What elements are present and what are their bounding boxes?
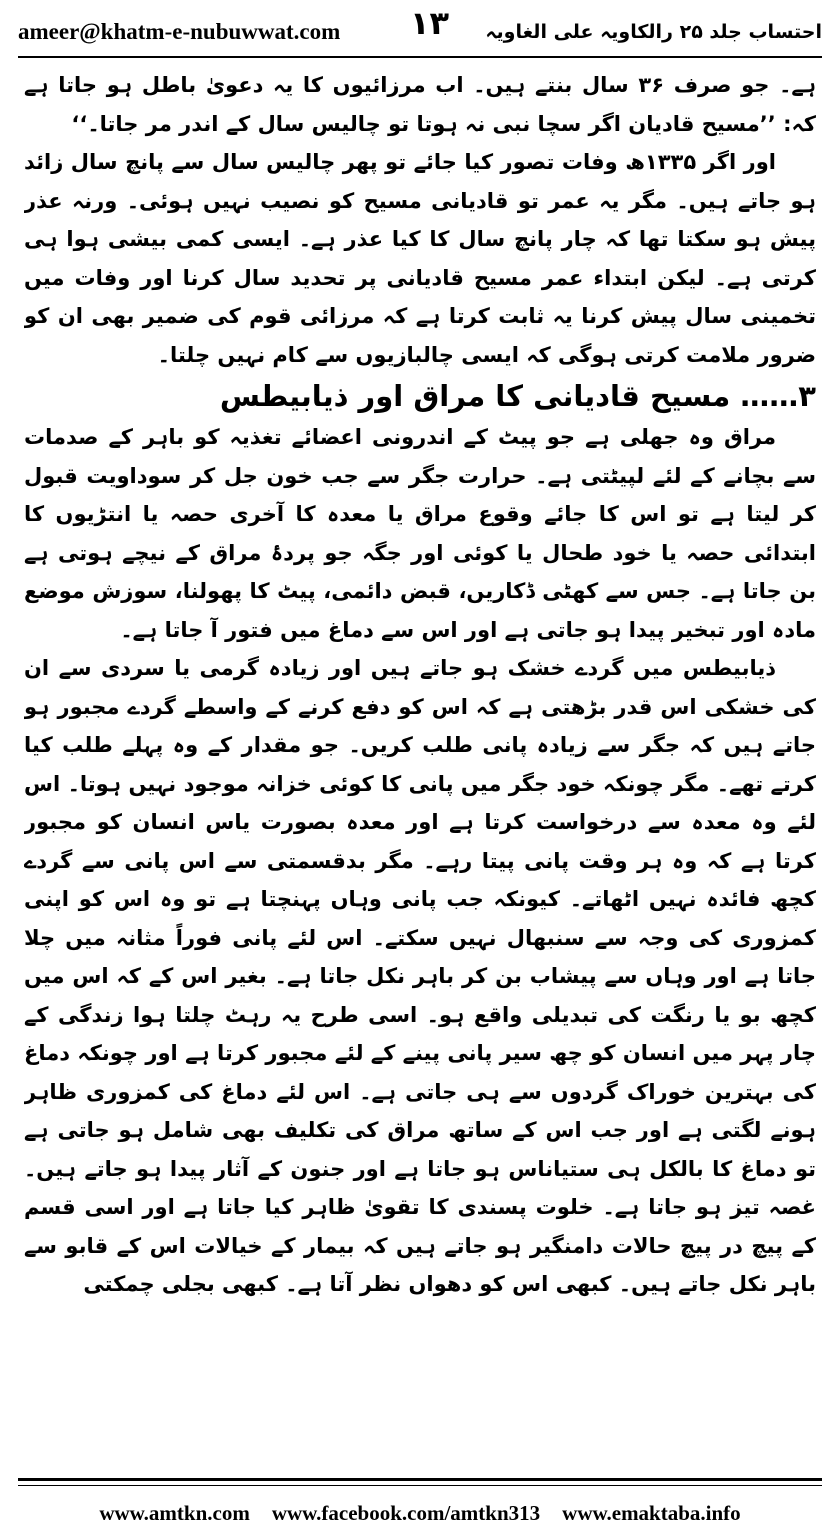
paragraph-1: ہے۔ جو صرف ۳۶ سال بنتے ہیں۔ اب مرزائیوں کا یہ دعویٰ باطل ہو جاتا ہے کہ: ’’مسیح قادیان اگر سچا نبی نہ ہوتا تو چالیس سال کے اندر مر جاتا۔‘‘ bbox=[24, 73, 816, 136]
header-rule bbox=[18, 56, 822, 58]
paragraph-4: ذیابیطس میں گردے خشک ہو جاتے ہیں اور زیادہ گرمی یا سردی سے ان کی خشکی اس قدر بڑھتی ہے کہ اس کو دفع کرنے کے واسطے گردے مجبور ہو جاتے ہیں کہ جگر سے زیادہ پانی طلب کریں۔ جو مقدار کے وہ پہلے طلب کیا کرتے تھے۔ مگر چونکہ خود جگر میں پانی کا کوئی خزانہ موجود نہیں ہوتا۔ اس لئے وہ معدہ سے درخواست کرتا ہے اور معدہ بصورت یاس انسان کو مجبور کرتا ہے کہ وہ ہر وقت پانی پیتا رہے۔ مگر بدقسمتی سے اس پانی سے گردے کچھ فائدہ نہیں اٹھاتے۔ کیونکہ جب پانی وہاں پہنچتا ہے تو وہ اس کو اپنی کمزوری کی وجہ سے سنبھال نہیں سکتے۔ اس لئے پانی فوراً مثانہ میں چلا جاتا ہے اور وہاں سے پیشاب بن کر باہر نکل جاتا ہے۔ بغیر اس کے کہ اس میں کچھ بو یا رنگت کی تبدیلی واقع ہو۔ اسی طرح یہ رہٹ چلتا ہوا زندگی کے چار پہر میں انسان کو چھ سیر پانی پینے کے لئے مجبور کرتا ہے اور چونکہ دماغ کی بہترین خوراک گردوں سے ہی جاتی ہے۔ اس لئے دماغ کی کمزوری ظاہر ہونے لگتی ہے اور جب اس کے ساتھ مراق کی تکلیف بھی شامل ہو جاتی ہے تو دماغ کا بالکل ہی ستیاناس ہو جاتا ہے اور جنون کے آثار پیدا ہو جاتے ہیں۔ غصہ تیز ہو جاتا ہے۔ خلوت پسندی کا تقویٰ ظاہر کیا جاتا ہے اور اسی قسم کے پیچ در پیچ حالات دامنگیر ہو جاتے ہیں کہ بیمار کے خیالات اس کے قابو سے باہر نکل جاتے ہیں۔ کبھی اس کو دھواں نظر آتا ہے۔ کبھی بجلی چمکتی bbox=[24, 656, 816, 1296]
footer-link-facebook[interactable]: www.facebook.com/amtkn313 bbox=[271, 1500, 541, 1525]
paragraph-3: مراق وہ جھلی ہے جو پیٹ کے اندرونی اعضائے تغذیہ کو باہر کے صدمات سے بچانے کے لئے لپیٹتی ہے۔ حرارت جگر سے جب خون جل کر سوداویت قبول کر لیتا ہے تو اس کا جائے وقوع مراق یا معدہ کا آخری حصہ یا انتڑیوں کا ابتدائی حصہ یا خود طحال یا کوئی اور جگہ جو پردۂ مراق کے نیچے ہوتی ہے بن جاتا ہے۔ جس سے کھٹی ڈکاریں، قبض دائمی، پیٹ کا پھولنا، سوزش موضع مادہ اور تبخیر پیدا ہو جاتی ہے اور اس سے دماغ میں فتور آ جاتا ہے۔ bbox=[24, 425, 816, 642]
footer-link-amtkn[interactable]: www.amtkn.com bbox=[99, 1500, 250, 1525]
running-title: احتساب جلد ۲۵ رالکاویہ علی الغاویہ bbox=[485, 21, 822, 43]
header-email[interactable]: ameer@khatm-e-nubuwwat.com bbox=[18, 19, 341, 44]
page-number: ۱۳ bbox=[410, 4, 450, 42]
footer-rule-thick bbox=[18, 1478, 822, 1481]
section-heading: ۳…… مسیح قادیانی کا مراق اور ذیابیطس bbox=[219, 379, 816, 413]
page-body bbox=[24, 66, 816, 1450]
footer-rule-thin bbox=[18, 1485, 822, 1486]
page-footer bbox=[0, 1492, 840, 1534]
paragraph-2: اور اگر ۱۳۳۵ھ وفات تصور کیا جائے تو پھر چالیس سال سے پانچ سال زائد ہو جاتے ہیں۔ مگر یہ عمر تو قادیانی مسیح کو نصیب نہیں ہوئی۔ ورنہ عذر پیش ہو سکتا تھا کہ چار پانچ سال کا کیا عذر ہے۔ ایسی کمی بیشی ہوا ہی کرتی ہے۔ لیکن ابتداء عمر مسیح قادیانی پر تحدید سال کرنا اور وفات میں تخمینی سال پیش کرنا یہ ثابت کرتا ہے کہ مرزائی قوم کی ضمیر بھی ان کو ضرور ملامت کرتی ہوگی کہ ایسی چالبازیوں سے کام نہیں چلتا۔ bbox=[24, 150, 816, 367]
footer-link-emaktaba[interactable]: www.emaktaba.info bbox=[562, 1500, 741, 1525]
